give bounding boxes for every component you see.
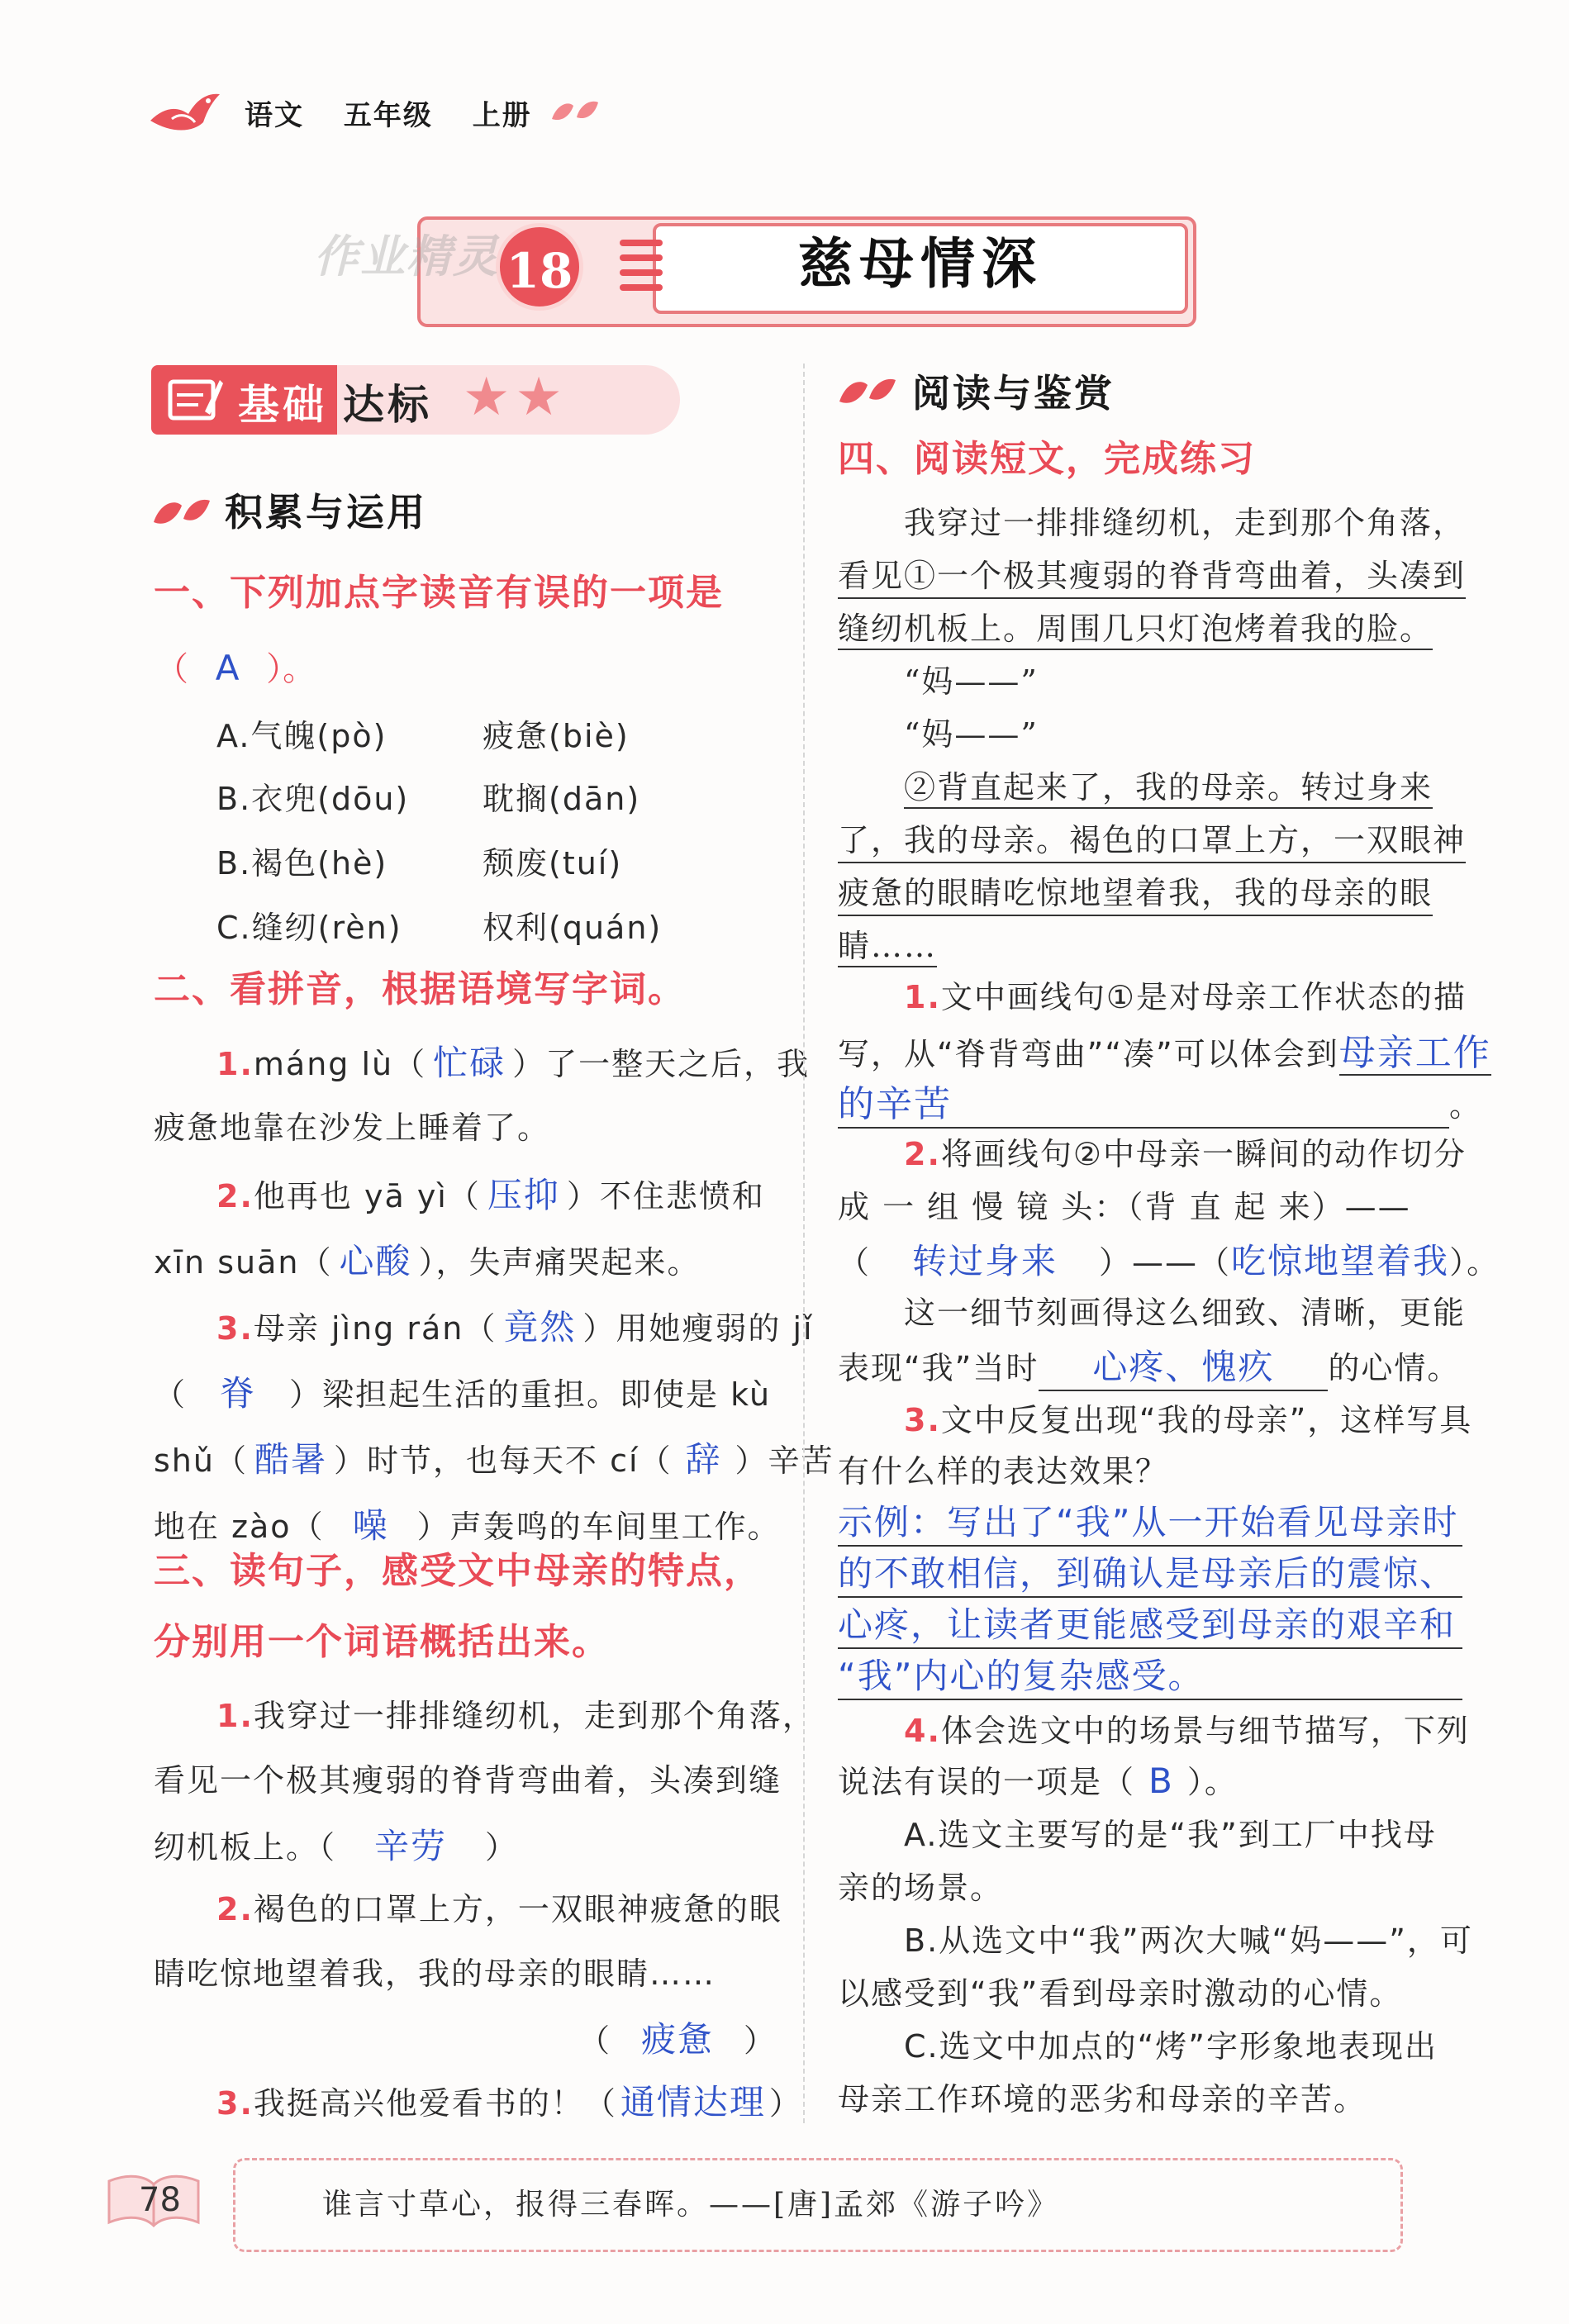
answer-text: 心酸 bbox=[339, 1241, 412, 1281]
text: xīn suān（ bbox=[154, 1244, 333, 1281]
text: 缝纫机板上。周围几只灯泡烤着我的脸。 bbox=[838, 611, 1433, 650]
question-4-title: 四、阅读短文，完成练习 bbox=[838, 438, 1256, 480]
answer-q1: A bbox=[215, 648, 240, 688]
text: 。 bbox=[1449, 1087, 1483, 1124]
option-b2-left: B.褐色(hè) bbox=[216, 845, 388, 882]
difficulty-stars: ★★ bbox=[463, 367, 568, 428]
text: 写，从“脊背弯曲”“凑”可以体会到 bbox=[838, 1036, 1339, 1072]
text: ）声轰鸣的车间里工作。 bbox=[416, 1509, 781, 1545]
text: ）了一整天之后，我 bbox=[512, 1046, 811, 1082]
answer-text: 酷暑 bbox=[254, 1439, 327, 1480]
text: 文中画线句①是对母亲工作状态的描 bbox=[940, 979, 1467, 1015]
q3-s2-line-1 bbox=[216, 1884, 782, 1929]
passage-p4-a bbox=[904, 762, 1433, 807]
text: ）辛苦 bbox=[735, 1442, 834, 1479]
lesson-number: 18 bbox=[496, 223, 583, 311]
text: ）——（ bbox=[1099, 1244, 1232, 1281]
rq1-line-3 bbox=[838, 1074, 1482, 1129]
rq3-line-1 bbox=[904, 1395, 1472, 1440]
rq4-option-a-1: A.选文主要写的是“我”到工厂中找母 bbox=[904, 1817, 1437, 1853]
passage-p2: “妈——” bbox=[904, 663, 1039, 700]
answer-text: 母亲工作 bbox=[1338, 1032, 1491, 1074]
answer-text: 心疼、愧疚 bbox=[1039, 1340, 1328, 1391]
bird-logo-icon bbox=[147, 83, 223, 140]
leaf-ornament-icon bbox=[550, 97, 600, 129]
q2-line-3 bbox=[216, 1168, 765, 1218]
option-c-left: C.缝纫(rèn) bbox=[216, 910, 402, 946]
rq1-line-1 bbox=[904, 972, 1467, 1017]
rq2-line-5 bbox=[838, 1340, 1460, 1391]
section-banner-label-b: 达标 bbox=[343, 381, 432, 429]
option-a-left: A.气魄(pò) bbox=[216, 718, 387, 754]
passage-p1-a: 我穿过一排排缝纫机，走到那个角落， bbox=[904, 505, 1467, 541]
text: 褐色的口罩上方，一双眼神疲惫的眼 bbox=[253, 1891, 782, 1927]
item-number: 1. bbox=[216, 1698, 254, 1734]
rq3-answer-1: 示例：写出了“我”从一开始看见母亲时 bbox=[838, 1495, 1462, 1547]
q2-line-4 bbox=[154, 1234, 701, 1284]
q2-line-7 bbox=[154, 1433, 834, 1482]
text: ）用她瘦弱的 jǐ bbox=[582, 1310, 814, 1347]
book-header bbox=[245, 93, 560, 133]
text: 他再也 yā yì（ bbox=[253, 1178, 481, 1214]
option-a-right: 疲惫(biè) bbox=[483, 718, 630, 754]
lesson-title: 慈母情深 bbox=[798, 231, 1043, 296]
q2-line-2: 疲惫地靠在沙发上睡着了。 bbox=[154, 1110, 551, 1146]
item-number: 3. bbox=[904, 1402, 941, 1438]
option-b-right: 耽搁(dān) bbox=[483, 781, 641, 817]
rq2-line-1 bbox=[904, 1129, 1467, 1174]
footer-quote: 谁言寸草心，报得三春晖。——[唐]孟郊《游子吟》 bbox=[322, 2188, 1060, 2222]
text: 体会选文中的场景与细节描写，下列 bbox=[940, 1713, 1470, 1749]
paren-open: （ bbox=[155, 650, 188, 688]
q2-line-1 bbox=[216, 1036, 810, 1086]
rq3-answer-4: “我”内心的复杂感受。 bbox=[838, 1649, 1462, 1700]
rq2-line-4: 这一细节刻画得这么细致、清晰，更能 bbox=[904, 1295, 1467, 1331]
text: ） bbox=[768, 2085, 802, 2122]
item-number: 3. bbox=[216, 1310, 254, 1347]
answer-text: 脊 bbox=[220, 1373, 257, 1414]
rq4-option-c-2: 母亲工作环境的恶劣和母亲的辛苦。 bbox=[838, 2081, 1367, 2117]
text: 文中反复出现“我的母亲”，这样写具 bbox=[940, 1402, 1473, 1438]
leaf-icon bbox=[838, 373, 897, 413]
q3-s2-answer bbox=[578, 2013, 777, 2062]
answer-text: B bbox=[1148, 1761, 1174, 1801]
passage-p1-b: 看见①一个极其瘦弱的脊背弯曲着，头凑到 bbox=[838, 550, 1466, 599]
option-b2-right: 颓废(tuí) bbox=[483, 845, 623, 882]
item-number: 1. bbox=[904, 979, 941, 1015]
header-volume: 上册 bbox=[472, 99, 532, 132]
watermark: 作业精灵 bbox=[314, 230, 499, 283]
text: 我穿过一排排缝纫机，走到那个角落， bbox=[253, 1698, 815, 1734]
text: shǔ（ bbox=[154, 1442, 248, 1479]
text: 地在 zào（ bbox=[154, 1509, 325, 1545]
text: 纫机板上。（ bbox=[154, 1829, 337, 1865]
item-number: 3. bbox=[216, 2085, 254, 2122]
header-grade: 五年级 bbox=[343, 99, 433, 132]
text: ）。 bbox=[1186, 1764, 1238, 1800]
answer-text: 噪 bbox=[352, 1505, 389, 1546]
q3-s1-line-3 bbox=[154, 1819, 518, 1869]
q3-s1-line-1 bbox=[216, 1690, 815, 1736]
question-3-title-2: 分别用一个词语概括出来。 bbox=[154, 1621, 610, 1663]
text: 母亲 jìng rán（ bbox=[253, 1310, 497, 1347]
text: ） bbox=[744, 2022, 777, 2059]
text: 的心情。 bbox=[1328, 1350, 1461, 1386]
option-c-right: 权利(quán) bbox=[483, 910, 663, 946]
answer-text: 辛劳 bbox=[374, 1826, 448, 1866]
q3-s2-line-2: 睛吃惊地望着我，我的母亲的眼睛…… bbox=[154, 1956, 716, 1992]
text: ②背直起来了，我的母亲。转过身来 bbox=[904, 769, 1433, 809]
pencil-book-icon bbox=[165, 373, 225, 430]
leaf-icon bbox=[152, 494, 212, 534]
question-1-answer-line bbox=[155, 643, 316, 690]
option-b-left: B.衣兜(dōu) bbox=[216, 781, 410, 817]
rq4-line-1 bbox=[904, 1705, 1470, 1751]
answer-text: 忙碌 bbox=[433, 1043, 506, 1083]
rq3-answer-3: 心疼，让读者更能感受到母亲的艰辛和 bbox=[838, 1598, 1462, 1649]
section-banner-label-a: 基础 bbox=[238, 381, 327, 429]
answer-text: 压抑 bbox=[487, 1175, 560, 1215]
rq2-line-3 bbox=[838, 1234, 1500, 1284]
column-divider bbox=[803, 364, 805, 2123]
sub-heading-accumulate: 积累与运用 bbox=[225, 490, 427, 535]
text: 我挺高兴他爱看书的！（ bbox=[253, 2085, 617, 2122]
rq4-option-a-2: 亲的场景。 bbox=[838, 1870, 1004, 1906]
rq4-line-2 bbox=[838, 1756, 1238, 1802]
rq4-option-b-1: B.从选文中“我”两次大喊“妈——”，可 bbox=[904, 1922, 1473, 1959]
sub-heading-reading: 阅读与鉴赏 bbox=[912, 371, 1115, 416]
passage-p4-c: 疲惫的眼睛吃惊地望着我，我的母亲的眼 bbox=[838, 867, 1433, 916]
answer-text: 辞 bbox=[685, 1439, 722, 1480]
item-number: 2. bbox=[216, 1178, 254, 1214]
item-number: 2. bbox=[216, 1891, 254, 1927]
text: ） bbox=[485, 1829, 519, 1865]
text: （ bbox=[578, 2022, 612, 2059]
answer-text: 疲惫 bbox=[641, 2019, 715, 2060]
question-1-title: 一、下列加点字读音有误的一项是 bbox=[154, 572, 724, 614]
page-number: 78 bbox=[139, 2181, 181, 2219]
text: ）。 bbox=[1449, 1244, 1500, 1281]
q3-s1-line-2: 看见一个极其瘦弱的脊背弯曲着，头凑到缝 bbox=[154, 1762, 782, 1799]
answer-text: 通情达理 bbox=[620, 2082, 766, 2122]
q2-line-5 bbox=[216, 1300, 814, 1350]
text: ）时节，也每天不 cí（ bbox=[333, 1442, 673, 1479]
answer-text: 竟然 bbox=[503, 1307, 577, 1347]
text: （ bbox=[154, 1376, 188, 1413]
header-subject: 语文 bbox=[245, 99, 304, 132]
item-number: 4. bbox=[904, 1713, 941, 1749]
answer-text: 的辛苦 bbox=[838, 1074, 1449, 1129]
passage-p4-b: 了，我的母亲。褐色的口罩上方，一双眼神 bbox=[838, 815, 1466, 863]
answer-text: 吃惊地望着我 bbox=[1231, 1241, 1450, 1281]
question-3-title-1: 三、读句子，感受文中母亲的特点， bbox=[154, 1550, 762, 1592]
q2-line-6 bbox=[154, 1366, 771, 1416]
passage-p3: “妈——” bbox=[904, 716, 1039, 753]
rq3-line-2: 有什么样的表达效果？ bbox=[838, 1453, 1169, 1490]
passage-p1-c bbox=[838, 603, 1433, 649]
passage-p4-d bbox=[838, 920, 937, 966]
rq3-answer-2: 的不敢相信，到确认是母亲后的震惊、 bbox=[838, 1547, 1462, 1598]
text: （ bbox=[838, 1244, 872, 1281]
text: 说法有误的一项是（ bbox=[838, 1764, 1136, 1800]
text: ）不住悲愤和 bbox=[566, 1178, 765, 1214]
text: ）梁担起生活的重担。即使是 kù bbox=[289, 1376, 772, 1413]
item-number: 2. bbox=[904, 1136, 941, 1172]
question-2-title: 二、看拼音，根据语境写字词。 bbox=[154, 968, 686, 1010]
text: máng lù（ bbox=[253, 1046, 427, 1082]
q3-s3-line bbox=[216, 2075, 802, 2125]
item-number: 1. bbox=[216, 1046, 254, 1082]
rq4-option-c-1: C.选文中加点的“烤”字形象地表现出 bbox=[904, 2028, 1438, 2065]
rq1-line-2 bbox=[838, 1023, 1491, 1076]
rq2-line-2: 成 一 组 慢 镜 头：（背 直 起 来）—— bbox=[838, 1189, 1411, 1225]
text: 将画线句②中母亲一瞬间的动作切分 bbox=[940, 1136, 1467, 1172]
text: 表现“我”当时 bbox=[838, 1350, 1039, 1386]
text: ），失声痛哭起来。 bbox=[418, 1244, 701, 1281]
rq4-option-b-2: 以感受到“我”看到母亲时激动的心情。 bbox=[838, 1975, 1403, 2012]
answer-text: 转过身来 bbox=[912, 1241, 1058, 1281]
paren-close: ）。 bbox=[266, 650, 316, 688]
text: 睛…… bbox=[838, 928, 937, 967]
